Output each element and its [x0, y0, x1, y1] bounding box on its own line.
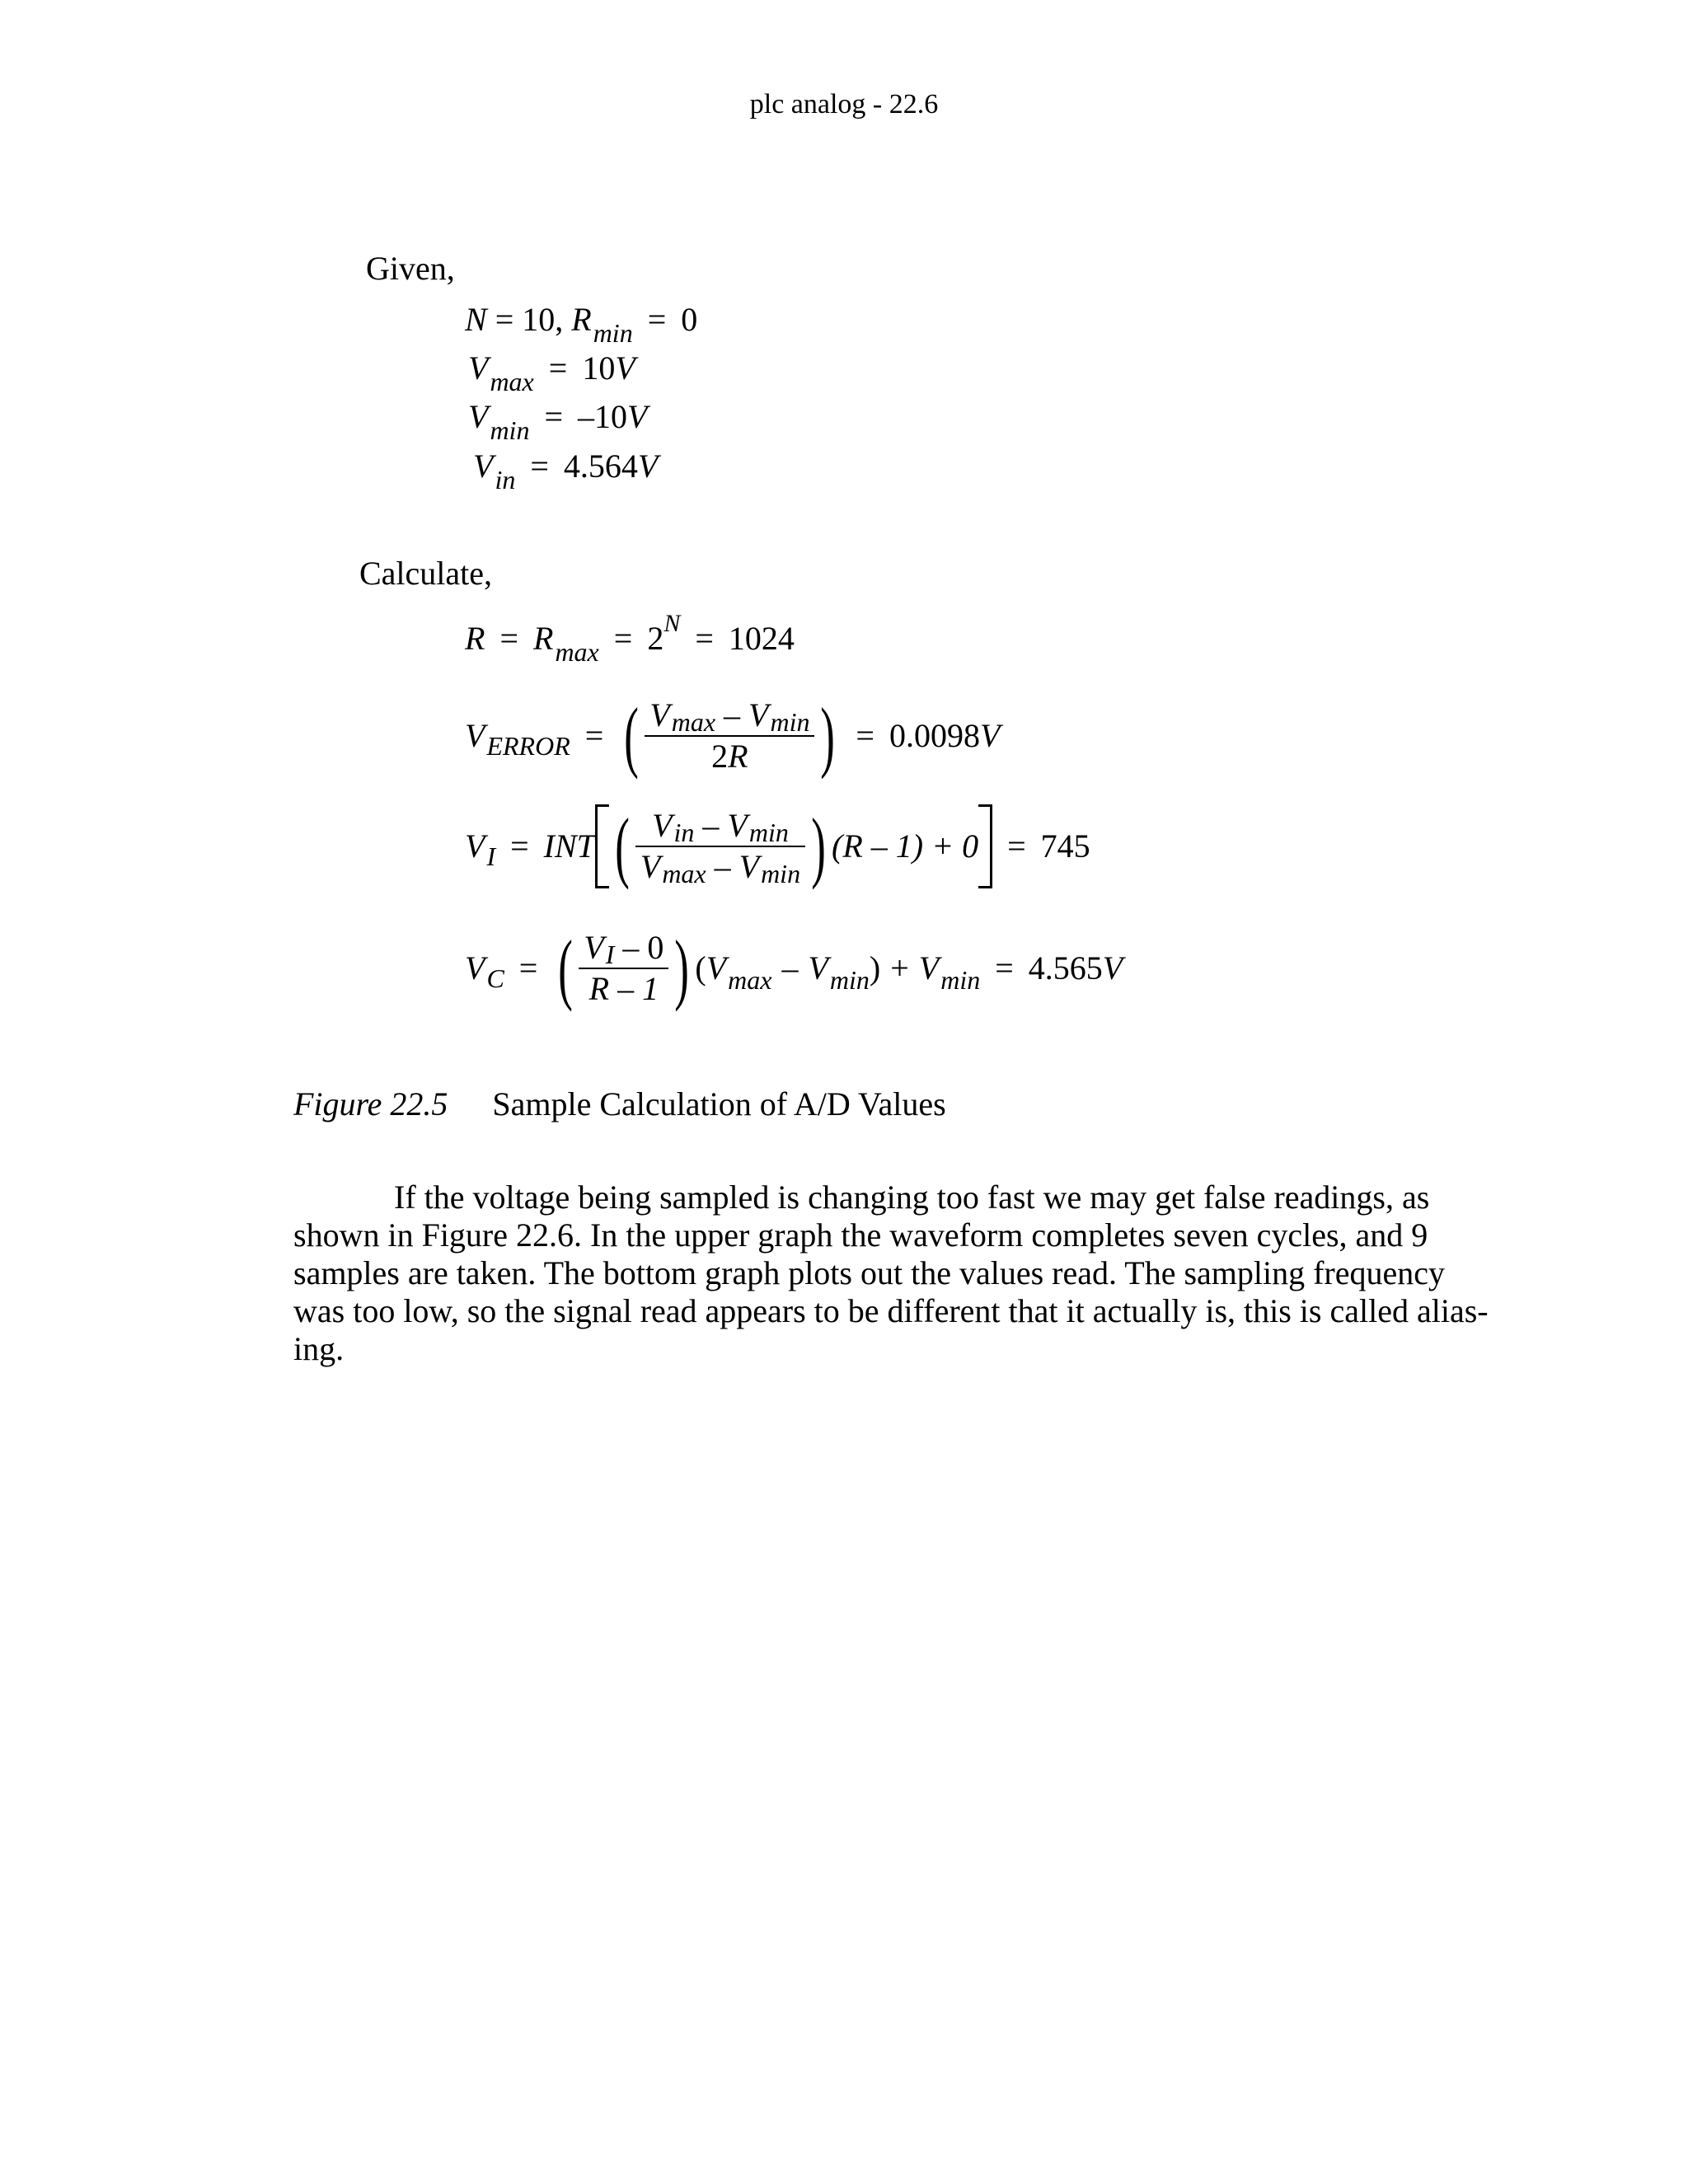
given-line-vmin — [468, 398, 648, 445]
minus: – — [724, 696, 741, 733]
equals: = — [647, 301, 667, 338]
paragraph-line: shown in Figure 22.6. In the upper graph the waveform completes seven cycles, and 9 — [293, 1216, 1428, 1254]
equals: = — [510, 827, 529, 865]
value: 4.564 — [563, 448, 638, 485]
equals: = — [856, 717, 874, 754]
right-bracket — [978, 804, 992, 888]
sub-i: I — [605, 940, 615, 969]
var-r: R — [728, 738, 748, 775]
sub-min: min — [761, 859, 801, 888]
left-paren: ( — [558, 924, 574, 1012]
equation-vi — [465, 801, 1090, 892]
fraction-verror — [645, 696, 814, 775]
equals: = — [695, 620, 714, 657]
right-paren: ) — [811, 802, 826, 890]
var-v: V — [918, 949, 940, 987]
given-line-vmax — [468, 349, 635, 396]
equals: = — [1007, 827, 1026, 865]
var-r: R — [465, 620, 485, 657]
sub-min: min — [593, 318, 633, 348]
body-paragraph — [293, 1179, 1489, 1368]
sub-min: min — [829, 965, 870, 995]
result: 745 — [1040, 827, 1090, 865]
unit-v: V — [637, 448, 659, 485]
equals: = — [499, 620, 518, 657]
var-r: R — [533, 620, 554, 657]
int-function: INT — [543, 827, 595, 865]
sub-min: min — [940, 965, 981, 995]
base-two: 2 — [647, 620, 664, 657]
denominator: R – 1 — [588, 970, 659, 1007]
equals: = — [544, 398, 563, 435]
given-line-n-rmin — [465, 301, 698, 348]
var-v: V — [473, 448, 494, 485]
fraction-vi — [635, 807, 805, 888]
var-v: V — [738, 848, 760, 885]
left-paren: ( — [615, 802, 630, 890]
given-line-vin — [473, 448, 659, 494]
result: 0.0098 — [889, 717, 980, 754]
right-paren: ) — [820, 691, 836, 780]
figure-title: Sample Calculation of A/D Values — [492, 1085, 946, 1122]
value-ten: 10, — [522, 301, 564, 338]
var-v: V — [808, 949, 828, 987]
denominator — [635, 848, 805, 888]
paragraph-line: If the voltage being sampled is changing too fast we may get false readings, as — [394, 1179, 1430, 1216]
var-n: N — [465, 301, 487, 338]
fraction-vc — [579, 931, 668, 1005]
sub-max: max — [671, 707, 716, 737]
var-v: V — [465, 827, 485, 865]
sub-in: in — [495, 465, 516, 494]
numerator — [579, 929, 668, 969]
minus: – — [781, 949, 799, 987]
var-v: V — [468, 398, 489, 435]
equals: = — [530, 448, 549, 485]
left-paren: ( — [624, 691, 640, 780]
paragraph-line: was too low, so the signal read appears to be different that it actually is, this is called alias- — [293, 1292, 1489, 1329]
var-v: V — [465, 717, 485, 754]
sub-max: max — [662, 859, 706, 888]
exp-n: N — [663, 610, 681, 637]
unit-v: V — [979, 717, 1001, 754]
open-paren: ( — [695, 949, 706, 987]
page-header: plc analog - 22.6 — [749, 89, 939, 120]
unit-v: V — [627, 398, 648, 435]
equals: = — [584, 717, 604, 754]
sub-error: ERROR — [486, 731, 570, 761]
equals: = — [995, 949, 1014, 987]
sub-min: min — [748, 818, 789, 847]
close-paren: ) — [869, 949, 881, 987]
sub-max: max — [490, 367, 534, 396]
figure-caption — [293, 1085, 946, 1123]
equals: = — [518, 949, 538, 987]
plus: + — [890, 949, 909, 987]
sub-min: min — [490, 415, 530, 445]
equals: = — [548, 349, 568, 387]
fraction-bar — [579, 968, 668, 969]
paragraph-line: samples are taken. The bottom graph plots out the values read. The sampling frequency — [293, 1254, 1446, 1291]
minus: – — [714, 848, 731, 885]
two: 2 — [711, 738, 729, 775]
paragraph-line: ing. — [293, 1330, 345, 1367]
var-v: V — [748, 696, 769, 733]
unit-v: V — [1102, 949, 1123, 987]
equation-r — [465, 610, 795, 667]
result: 1024 — [728, 620, 795, 657]
equals: = — [495, 301, 514, 338]
var-v: V — [649, 696, 670, 733]
figure-label: Figure 22.5 — [293, 1085, 448, 1122]
var-v: V — [465, 949, 485, 987]
equation-verror — [465, 691, 1000, 781]
equation-vc — [465, 923, 1123, 1014]
unit-v: V — [615, 349, 635, 387]
value: 10 — [582, 349, 616, 387]
var-v: V — [584, 929, 604, 966]
value: –10 — [578, 398, 627, 435]
equals: = — [613, 620, 633, 657]
right-paren: ) — [674, 924, 690, 1012]
sub-in: in — [673, 818, 695, 847]
sub-c: C — [486, 963, 504, 993]
value-zero: 0 — [681, 301, 698, 338]
denominator — [645, 740, 814, 773]
numerator — [645, 696, 814, 737]
sub-min: min — [770, 707, 810, 737]
minus: – — [702, 807, 720, 844]
var-r: R — [571, 301, 592, 338]
multiplier-term: (R – 1) + 0 — [832, 827, 979, 865]
sub-max: max — [728, 965, 772, 995]
sub-max: max — [555, 637, 599, 667]
minus-zero: – 0 — [622, 929, 664, 966]
sub-i: I — [486, 841, 496, 871]
var-v: V — [706, 949, 727, 987]
var-v: V — [652, 807, 673, 844]
result: 4.565 — [1028, 949, 1103, 987]
var-v: V — [468, 349, 489, 387]
left-bracket — [595, 804, 609, 888]
var-v: V — [640, 848, 661, 885]
var-v: V — [727, 807, 748, 844]
given-label: Given, — [366, 250, 455, 287]
numerator — [635, 807, 805, 847]
calculate-label: Calculate, — [359, 555, 493, 592]
